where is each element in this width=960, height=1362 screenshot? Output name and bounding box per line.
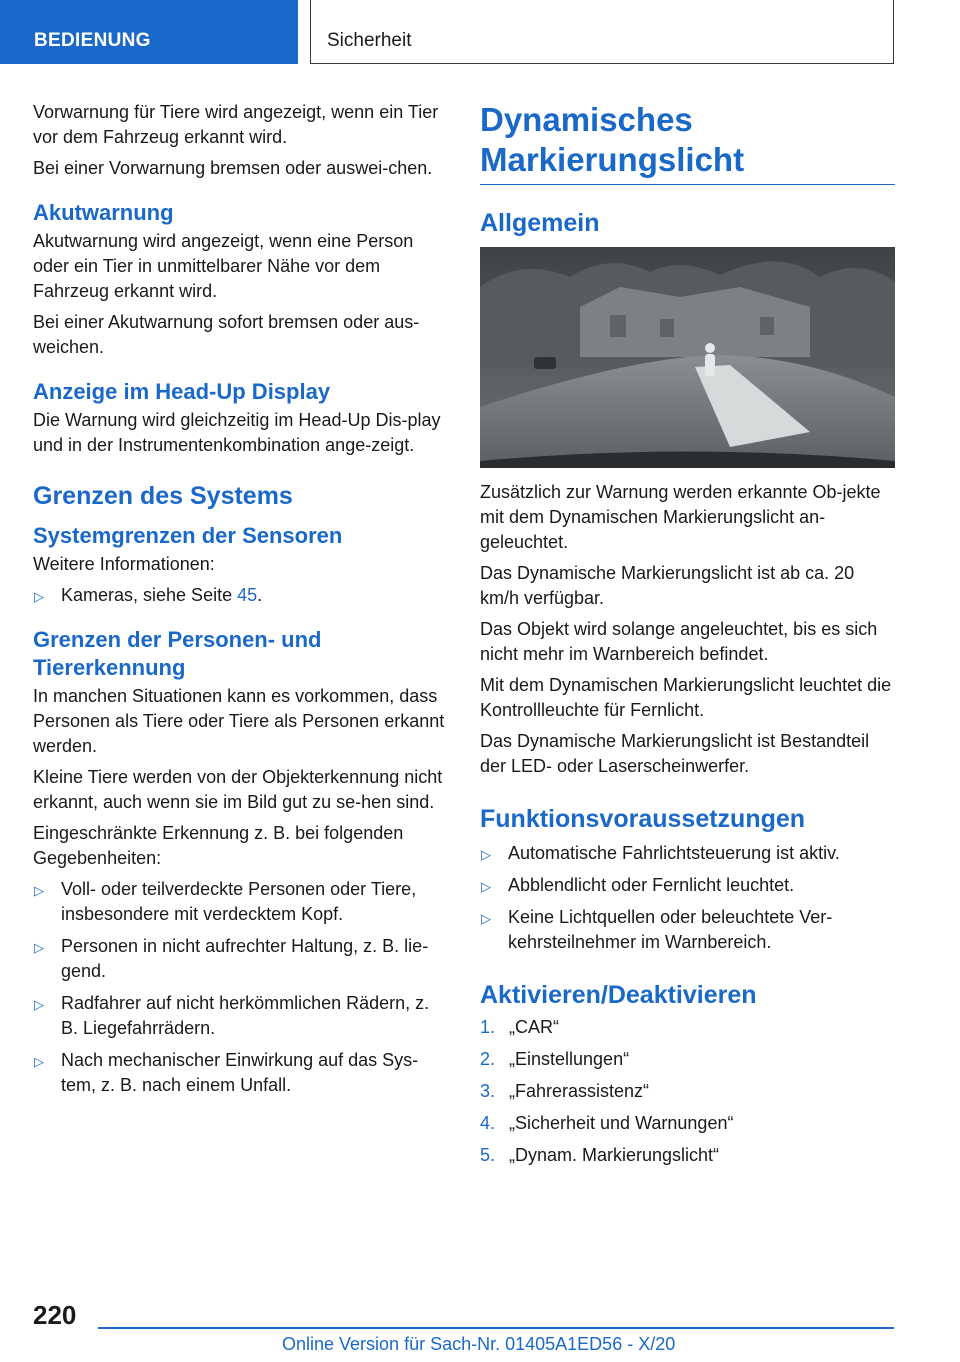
step-number: 3. [480,1081,496,1101]
heading-head-up-display: Anzeige im Head-Up Display [33,379,331,404]
step-text: „Fahrerassistenz“ [509,1081,650,1101]
bullet-list [33,583,445,608]
paragraph: In manchen Situationen kann es vorkommen, dass Personen als Tiere oder Tiere als Personen erkannt werden. [33,686,445,756]
step-number: 4. [480,1113,496,1133]
triangle-bullet-icon: ▷ [481,911,491,926]
step-text: „Einstellungen“ [509,1049,630,1069]
paragraph: Bei einer Vorwarnung bremsen oder auswei-chen. [33,158,433,178]
chapter-header [310,0,894,64]
list-item [33,1048,445,1098]
paragraph: Die Warnung wird gleichzeitig im Head-Up Dis-play und in der Instrumentenkombination ange-zeigt. [33,410,441,455]
heading-akutwarnung: Akutwarnung [33,200,174,225]
list-item [480,841,895,866]
right-column [480,100,895,1175]
triangle-bullet-icon: ▷ [481,847,491,862]
paragraph: Zusätzlich zur Warnung werden erkannte Ob-jekte mit dem Dynamischen Markierungslicht an-geleuchtet. [480,482,881,552]
left-column [33,100,445,1105]
page-number: 220 [33,1300,77,1330]
heading-grenzen-des-systems: Grenzen des Systems [33,482,293,510]
list-item [480,873,895,898]
page-link[interactable]: 45 [237,585,258,605]
footer-divider [98,1327,894,1329]
list-item [33,877,445,927]
list-item-text: Automatische Fahrlichtsteuerung ist aktiv. [508,843,840,863]
step-item [480,1079,895,1104]
list-item [33,583,445,608]
list-item [33,991,445,1041]
paragraph: Weitere Informationen: [33,554,215,574]
heading-allgemein: Allgemein [480,209,600,237]
paragraph: Das Dynamische Markierungslicht ist Bestandteil der LED- oder Laserscheinwerfer. [480,731,870,776]
paragraph: Das Dynamische Markierungslicht ist ab ca. 20 km/h verfügbar. [480,563,855,608]
step-item [480,1015,895,1040]
triangle-bullet-icon: ▷ [481,879,491,894]
list-item-text: Voll- oder teilverdeckte Personen oder Tiere, insbesondere mit verdecktem Kopf. [61,879,417,924]
footer-text: Online Version für Sach-Nr. 01405A1ED56 - X/20 [282,1334,676,1354]
step-number: 2. [480,1049,496,1069]
section-title: Dynamisches Markierungslicht [480,100,895,185]
step-item [480,1111,895,1136]
step-text: „Sicherheit und Warnungen“ [509,1113,734,1133]
list-item-text-end: . [257,585,263,605]
bullet-list [480,841,895,955]
section-label: BEDIENUNG [34,30,151,51]
step-item [480,1047,895,1072]
heading-aktivieren-deaktivieren: Aktivieren/Deaktivieren [480,981,757,1009]
step-item [480,1143,895,1168]
chapter-title: Sicherheit [327,30,412,51]
night-road-illustration [480,247,895,468]
heading-funktionsvoraussetzungen: Funktionsvoraussetzungen [480,805,806,833]
list-item [33,934,445,984]
steps-list [480,1015,895,1168]
heading-personen-tiererkennung: Grenzen der Personen- und Tiererkennung [33,627,322,680]
section-tab [0,0,298,64]
list-item-text: Radfahrer auf nicht herkömmlichen Rädern, z. B. Liegefahrrädern. [61,993,430,1038]
triangle-bullet-icon: ▷ [34,997,44,1012]
paragraph: Kleine Tiere werden von der Objekterkennung nicht erkannt, auch wenn sie im Bild gut zu se-hen sind. [33,767,443,812]
paragraph: Mit dem Dynamischen Markierungslicht leuchtet die Kontrollleuchte für Fernlicht. [480,675,892,720]
paragraph: Das Objekt wird solange angeleuchtet, bis es sich nicht mehr im Warnbereich befindet. [480,619,878,664]
list-item [480,905,895,955]
list-item-text: Nach mechanischer Einwirkung auf das Sys-tem, z. B. nach einem Unfall. [61,1050,419,1095]
heading-systemgrenzen-sensoren: Systemgrenzen der Sensoren [33,523,343,548]
list-item-text: Kameras, siehe Seite [61,585,238,605]
paragraph: Eingeschränkte Erkennung z. B. bei folgenden Gegebenheiten: [33,823,404,868]
step-number: 5. [480,1145,496,1165]
step-text: „CAR“ [509,1017,559,1037]
list-item-text: Personen in nicht aufrechter Haltung, z. B. lie-gend. [61,936,429,981]
triangle-bullet-icon: ▷ [34,940,44,955]
step-text: „Dynam. Markierungslicht“ [509,1145,720,1165]
triangle-bullet-icon: ▷ [34,589,44,604]
list-item-text: Keine Lichtquellen oder beleuchtete Ver-kehrsteilnehmer im Warnbereich. [508,907,833,952]
paragraph: Bei einer Akutwarnung sofort bremsen oder aus-weichen. [33,312,420,357]
paragraph: Vorwarnung für Tiere wird angezeigt, wenn ein Tier vor dem Fahrzeug erkannt wird. [33,102,439,147]
paragraph: Akutwarnung wird angezeigt, wenn eine Person oder ein Tier in unmittelbarer Nähe vor dem Fahrzeug erkannt wird. [33,231,414,301]
triangle-bullet-icon: ▷ [34,1054,44,1069]
step-number: 1. [480,1017,496,1037]
triangle-bullet-icon: ▷ [34,883,44,898]
list-item-text: Abblendlicht oder Fernlicht leuchtet. [508,875,795,895]
bullet-list [33,877,445,1098]
